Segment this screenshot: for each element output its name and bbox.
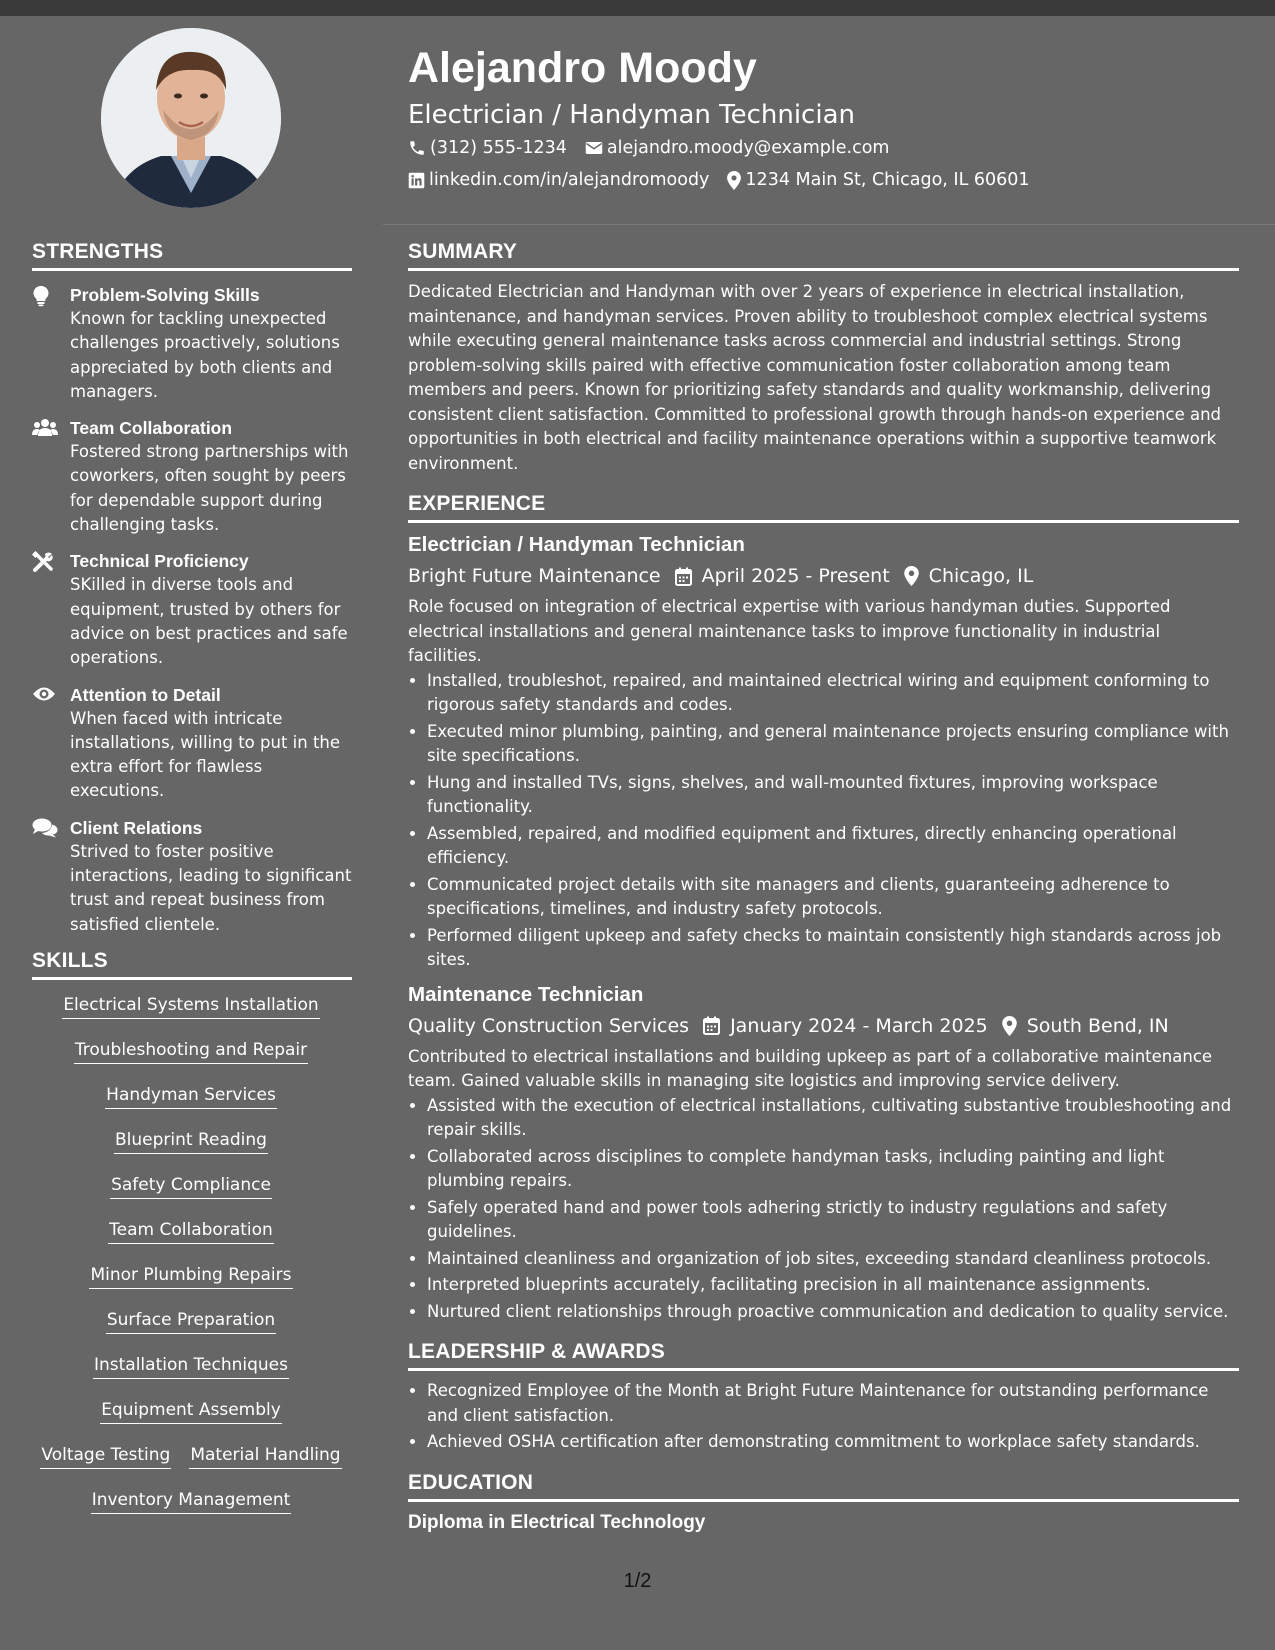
page-number: 1/2 bbox=[623, 1570, 652, 1592]
job-location bbox=[1002, 1011, 1169, 1041]
strength-item bbox=[32, 816, 352, 937]
strength-title: Technical Proficiency bbox=[70, 551, 249, 572]
email-contact[interactable] bbox=[585, 138, 890, 158]
job-bullets bbox=[408, 1094, 1239, 1325]
experience-heading: EXPERIENCE bbox=[408, 492, 1239, 523]
calendar-icon bbox=[675, 567, 692, 586]
skill-tag: Minor Plumbing Repairs bbox=[89, 1264, 292, 1289]
skill-tag: Material Handling bbox=[189, 1444, 341, 1469]
strength-desc: Known for tackling unexpected challenges proactively, solutions appreciated by both clients and managers. bbox=[70, 309, 340, 401]
job-company: Quality Construction Services bbox=[408, 1014, 690, 1037]
skills-list bbox=[32, 994, 350, 1534]
job-location bbox=[904, 561, 1034, 591]
bullet-item: • Executed minor plumbing, painting, and general maintenance projects ensuring compliance with site specifications. bbox=[427, 720, 1239, 769]
bullet-item: • Installed, troubleshot, repaired, and maintained electrical wiring and equipment conforming to rigorous safety standards and codes. bbox=[427, 669, 1239, 718]
bullet-item: • Assembled, repaired, and modified equipment and fixtures, directly enhancing operational efficiency. bbox=[427, 822, 1239, 871]
tools-icon bbox=[32, 551, 54, 573]
skill-tag: Team Collaboration bbox=[108, 1219, 274, 1244]
strength-item bbox=[32, 283, 352, 404]
strength-title: Attention to Detail bbox=[70, 684, 221, 705]
bullet-item: • Performed diligent upkeep and safety checks to maintain consistently high standards across job sites. bbox=[427, 924, 1239, 973]
job-title: Electrician / Handyman Technician bbox=[408, 533, 745, 556]
strength-item bbox=[32, 416, 352, 537]
phone-number: (312) 555-1234 bbox=[430, 138, 567, 158]
profile-photo bbox=[101, 28, 281, 208]
bullet-item: • Hung and installed TVs, signs, shelves, and wall-mounted fixtures, improving workspace functionality. bbox=[427, 771, 1239, 820]
linkedin-icon bbox=[408, 172, 425, 189]
users-icon bbox=[32, 418, 58, 438]
header-divider bbox=[383, 224, 1275, 225]
strengths-list bbox=[32, 283, 352, 937]
job-dates bbox=[675, 561, 890, 591]
envelope-icon bbox=[585, 140, 603, 156]
job-dates-text: January 2024 - March 2025 bbox=[730, 1014, 988, 1037]
strength-item bbox=[32, 683, 352, 804]
resume-header bbox=[408, 40, 1238, 196]
address-contact bbox=[727, 170, 1029, 190]
skill-tag: Blueprint Reading bbox=[114, 1129, 268, 1154]
skill-tag: Surface Preparation bbox=[106, 1309, 276, 1334]
job-location-text: Chicago, IL bbox=[928, 565, 1034, 587]
skill-tag: Installation Techniques bbox=[93, 1354, 289, 1379]
map-marker-icon bbox=[1002, 1016, 1017, 1036]
job-entry bbox=[408, 981, 1239, 1325]
skill-tag: Voltage Testing bbox=[40, 1444, 171, 1469]
contact-row-2 bbox=[408, 164, 1238, 196]
bullet-item: • Recognized Employee of the Month at Bright Future Maintenance for outstanding performance and client satisfaction. bbox=[427, 1379, 1239, 1428]
job-dates-text: April 2025 - Present bbox=[701, 565, 890, 587]
linkedin-contact[interactable] bbox=[408, 170, 709, 190]
comments-icon bbox=[32, 818, 58, 838]
left-column bbox=[32, 240, 352, 1534]
bullet-item: • Safely operated hand and power tools adhering strictly to industry regulations and safety guidelines. bbox=[427, 1196, 1239, 1245]
leadership-bullets bbox=[408, 1379, 1239, 1455]
job-company: Bright Future Maintenance bbox=[408, 565, 661, 587]
skill-tag: Equipment Assembly bbox=[100, 1399, 282, 1424]
phone-contact bbox=[408, 138, 567, 158]
summary-heading: SUMMARY bbox=[408, 240, 1239, 271]
job-description: Contributed to electrical installations and building upkeep as part of a collaborative maintenance team. Gained valuable skills in managing site logistics and improving service delivery. bbox=[408, 1046, 1213, 1090]
strength-desc: Fostered strong partnerships with coworkers, often sought by peers for dependable support during challenging tasks. bbox=[70, 442, 349, 535]
skill-tag: Inventory Management bbox=[91, 1489, 292, 1514]
job-bullets bbox=[408, 669, 1239, 973]
job-meta bbox=[408, 1011, 1239, 1041]
map-marker-icon bbox=[727, 171, 741, 190]
email-address[interactable]: alejandro.moody@example.com bbox=[606, 138, 890, 158]
bullet-item: • Assisted with the execution of electrical installations, cultivating substantive troubleshooting and repair skills. bbox=[427, 1094, 1239, 1143]
bullet-item: • Maintained cleanliness and organization of job sites, exceeding standard cleanliness protocols. bbox=[427, 1247, 1239, 1272]
top-bar bbox=[0, 0, 1275, 16]
candidate-name: Alejandro Moody bbox=[408, 44, 757, 92]
education-heading: EDUCATION bbox=[408, 1471, 1239, 1502]
bullet-item: • Interpreted blueprints accurately, facilitating precision in all maintenance assignments. bbox=[427, 1273, 1239, 1298]
strength-title: Client Relations bbox=[70, 817, 203, 838]
linkedin-url[interactable]: linkedin.com/in/alejandromoody bbox=[429, 170, 710, 190]
strength-item bbox=[32, 549, 352, 670]
bullet-item: • Collaborated across disciplines to complete handyman tasks, including painting and light plumbing repairs. bbox=[427, 1145, 1239, 1194]
bullet-item: • Achieved OSHA certification after demonstrating commitment to workplace safety standards. bbox=[427, 1430, 1239, 1455]
skill-tag: Safety Compliance bbox=[110, 1174, 272, 1199]
bullet-item: • Nurtured client relationships through proactive communication and dedication to quality service. bbox=[427, 1300, 1239, 1325]
lightbulb-icon bbox=[32, 285, 50, 307]
bullet-item: • Communicated project details with site managers and clients, guaranteeing adherence to specifications, timelines, and industry safety protocols. bbox=[427, 873, 1239, 922]
strengths-heading: STRENGTHS bbox=[32, 240, 352, 271]
leadership-heading: LEADERSHIP & AWARDS bbox=[408, 1340, 1239, 1371]
address: 1234 Main St, Chicago, IL 60601 bbox=[745, 170, 1030, 190]
summary-text: Dedicated Electrician and Handyman with over 2 years of experience in electrical installation, maintenance, and handyman services. Proven ability to troubleshoot complex electrical systems while executing general maintenance tasks across commercial and industrial settings. Strong problem-solving skills paired with effective communication foster collaboration among team members and peers. Known for prioritizing safety standards and quality workmanship, delivering consistent client satisfaction. Committed to professional growth through hands-on experience and opportunities in both electrical and facility maintenance operations within a supportive teamwork environment. bbox=[408, 282, 1222, 473]
skill-tag: Troubleshooting and Repair bbox=[74, 1039, 308, 1064]
job-location-text: South Bend, IN bbox=[1026, 1014, 1169, 1037]
experience-section bbox=[408, 492, 1239, 1324]
contact-row-1 bbox=[408, 132, 1238, 164]
candidate-title: Electrician / Handyman Technician bbox=[408, 100, 855, 130]
education-section bbox=[408, 1471, 1239, 1536]
strength-title: Team Collaboration bbox=[70, 418, 233, 439]
job-title: Maintenance Technician bbox=[408, 982, 644, 1006]
strength-desc: SKilled in diverse tools and equipment, trusted by others for advice on best practices and safe operations. bbox=[70, 575, 348, 668]
job-description: Role focused on integration of electrical expertise with various handyman duties. Supported electrical installations and general maintenance tasks to improve functionality in industrial facilities. bbox=[408, 597, 1171, 665]
leadership-section bbox=[408, 1340, 1239, 1455]
phone-icon bbox=[408, 139, 426, 157]
strength-title: Problem-Solving Skills bbox=[70, 285, 260, 305]
main-column bbox=[408, 240, 1239, 1536]
job-dates bbox=[703, 1011, 988, 1041]
skill-tag: Electrical Systems Installation bbox=[62, 994, 319, 1019]
calendar-icon bbox=[703, 1016, 720, 1035]
skills-heading: SKILLS bbox=[32, 949, 352, 980]
strength-desc: When faced with intricate installations, willing to put in the extra effort for flawless executions. bbox=[70, 708, 341, 801]
job-meta bbox=[408, 561, 1239, 591]
eye-icon bbox=[32, 685, 56, 703]
skill-tag: Handyman Services bbox=[105, 1084, 277, 1109]
strength-desc: Strived to foster positive interactions, leading to significant trust and repeat business from satisfied clientele. bbox=[70, 841, 352, 934]
job-entry bbox=[408, 531, 1239, 973]
map-marker-icon bbox=[904, 566, 919, 586]
education-degree: Diploma in Electrical Technology bbox=[408, 1511, 706, 1533]
